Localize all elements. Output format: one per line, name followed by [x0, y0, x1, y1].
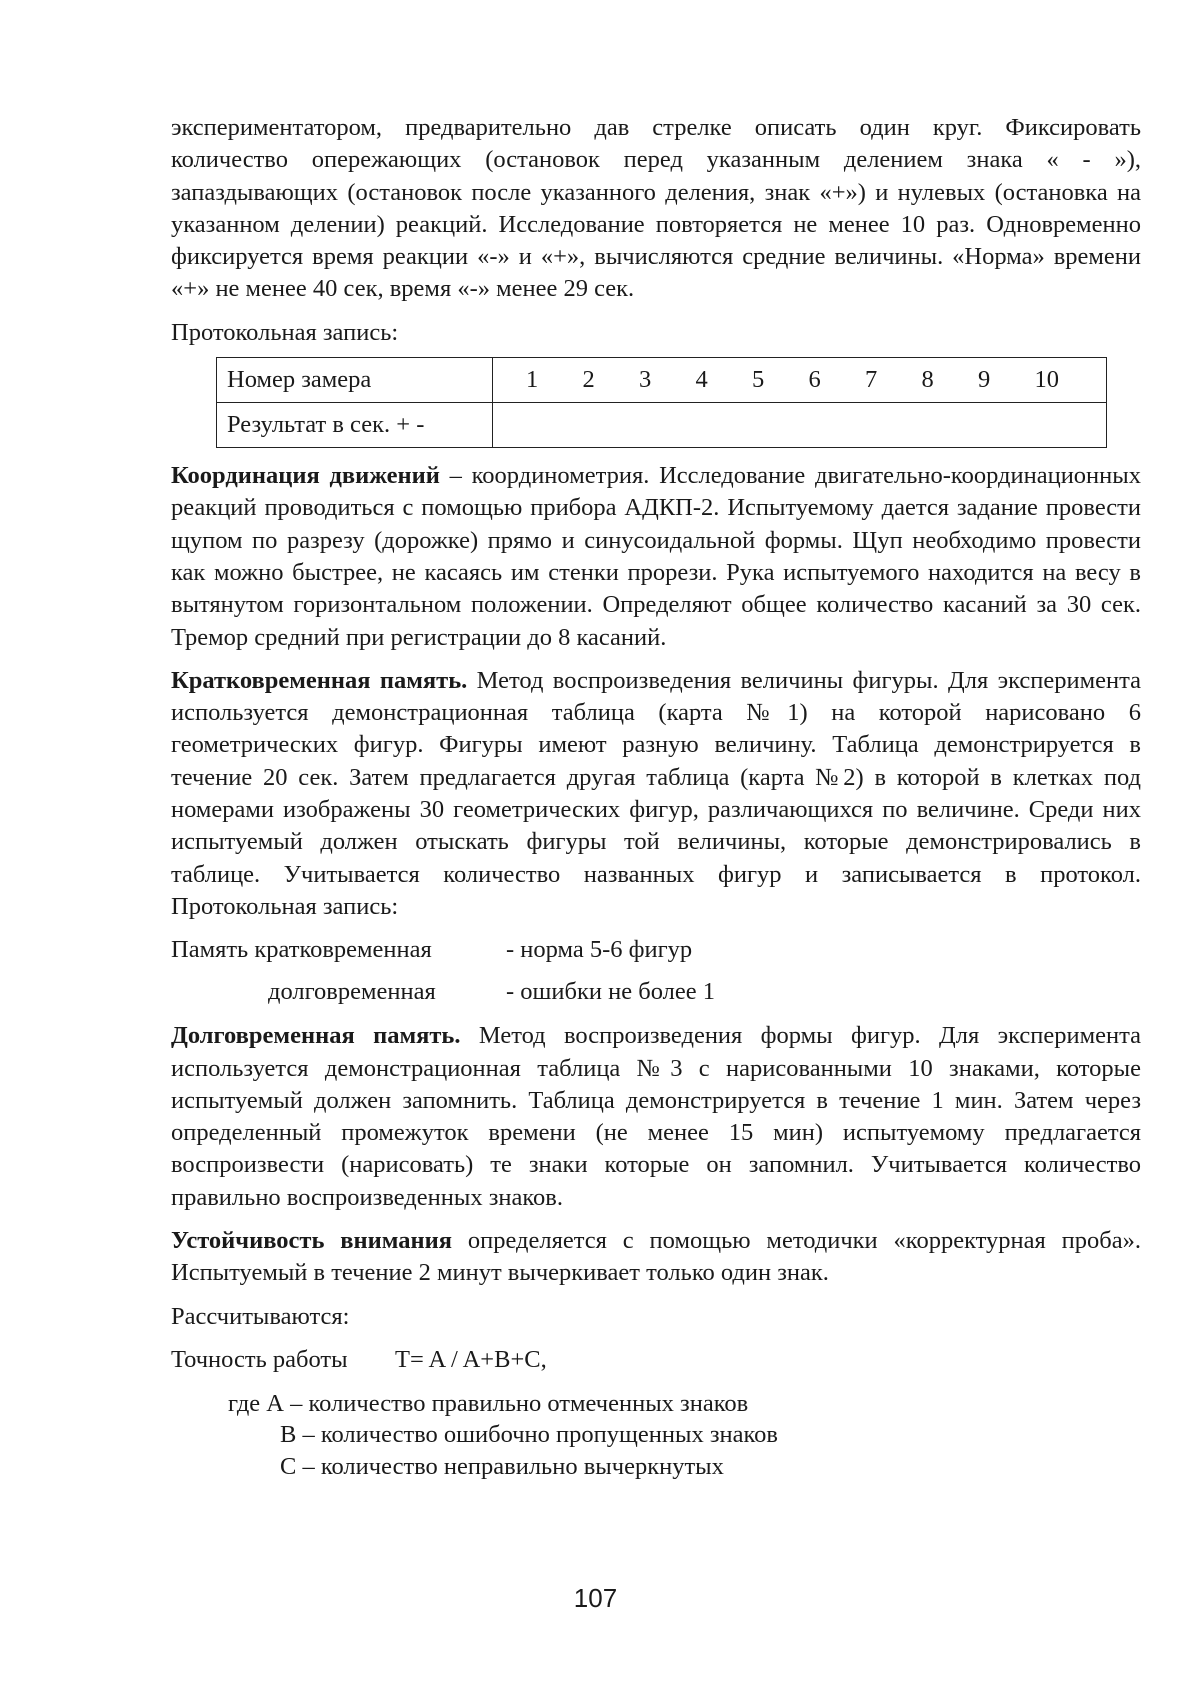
long-memory-title: Долговременная память.: [171, 1022, 461, 1050]
attention-text: определяется с помощью методички «корректурная проба». Испытуемый в течение 2 минут вычеркивает только один знак.: [171, 1227, 1142, 1287]
short-memory-text: Метод воспроизведения величины фигуры. Для эксперимента используется демонстрационная таблица (карта №1) на которой нарисовано 6 геометрических фигур. Фигуры имеют разную величину. Таблица демонстрируется в течение 20 сек. Затем предлагается другая таблица (карта №2) в которой в клетках под номерами изображены 30 геометрических фигур, различающихся по величине. Среди них испытуемый должен отыскать фигуры той величины, которые демонстрировались в таблице. Учитывается количество названных фигур и записывается в протокол. Протокольная запись:: [171, 666, 1141, 920]
protocol-table: [216, 357, 1107, 448]
long-memory-paragraph: [171, 1020, 1141, 1214]
long-memory-text: Метод воспроизведения формы фигур. Для эксперимента используется демонстрационная таблица №3 с нарисованными 10 знаками, которые испытуемый должен запомнить. Таблица демонстрируется в течение 1 мин. Затем через определенный промежуток времени (не менее 15 мин) испытуемому предлагается воспроизвести (нарисовать) те знаки которые он запомнил. Учитывается количество правильно воспроизведенных знаков.: [171, 1022, 1142, 1211]
short-memory-paragraph: [171, 665, 1141, 923]
memory-record: [171, 934, 1141, 1008]
table-cell-result-label: Результат в сек. + -: [217, 403, 493, 448]
table-cell-numbers: [493, 358, 1107, 403]
memory-short-label: Память кратковременная: [171, 936, 432, 964]
accuracy-label: Точность работы: [171, 1345, 348, 1373]
formula-legend: [171, 1388, 1141, 1483]
table-cell-measure-label: Номер замера: [217, 358, 493, 403]
legend-item-a: где А – количество правильно отмеченных знаков: [228, 1389, 749, 1417]
attention-title: Устойчивость внимания: [171, 1227, 453, 1255]
measure-number: 9: [978, 366, 991, 394]
measure-number: 1: [526, 366, 539, 394]
measure-number: 6: [808, 366, 821, 394]
measure-number: 7: [865, 366, 878, 394]
page-content: [171, 112, 1141, 1482]
memory-short-norm: - норма 5-6 фигур: [506, 936, 693, 964]
calculated-label: Рассчитываются:: [171, 1302, 350, 1330]
table-row: [217, 403, 1107, 448]
memory-long-norm: - ошибки не более 1: [506, 978, 715, 1006]
coordination-paragraph: [171, 460, 1141, 654]
accuracy-formula: [171, 1344, 1141, 1376]
page-number: 107: [573, 1583, 618, 1613]
coordination-title: Координация движений: [171, 462, 440, 490]
attention-paragraph: [171, 1225, 1141, 1290]
memory-long-label: долговременная: [268, 978, 436, 1006]
measure-number: 2: [582, 366, 595, 394]
table-row: [217, 358, 1107, 403]
legend-item-c: С – количество неправильно вычеркнутых: [280, 1452, 724, 1480]
table-cell-result-value: [493, 403, 1107, 448]
legend-item-b: В – количество ошибочно пропущенных знаков: [280, 1421, 778, 1449]
measure-number: 10: [1034, 366, 1059, 394]
measure-number: 5: [752, 366, 765, 394]
protocol-label: Протокольная запись:: [171, 318, 399, 346]
accuracy-expression: T= A / A+B+C,: [395, 1345, 547, 1373]
intro-paragraph: экспериментатором, предварительно дав стрелке описать один круг. Фиксировать количество опережающих (остановок перед указанным делением знака « - »), запаздывающих (остановок после указанного деления, знак «+») и нулевых (остановка на указанном делении) реакций. Исследование повторяется не менее 10 раз. Одновременно фиксируется время реакции «-» и «+», вычисляются средние величины. «Норма» времени «+» не менее 40 сек, время «-» менее 29 сек.: [171, 114, 1141, 303]
memory-record-line: [171, 934, 1141, 966]
measure-number: 8: [921, 366, 934, 394]
coordination-text: – координометрия. Исследование двигательно-координационных реакций проводиться с помощью прибора АДКП-2. Испытуемому дается задание провести щупом по разрезу (дорожке) прямо и синусоидальной формы. Щуп необходимо провести как можно быстрее, не касаясь им стенки прорези. Рука испытуемого находится на весу в вытянутом горизонтальном положении. Определяют общее количество касаний за 30 сек. Тремор средний при регистрации до 8 касаний.: [171, 462, 1141, 651]
memory-record-line: [171, 976, 1141, 1008]
measure-numbers: [493, 366, 1106, 394]
short-memory-title: Кратковременная память.: [171, 666, 468, 694]
measure-number: 3: [639, 366, 652, 394]
measure-number: 4: [695, 366, 708, 394]
